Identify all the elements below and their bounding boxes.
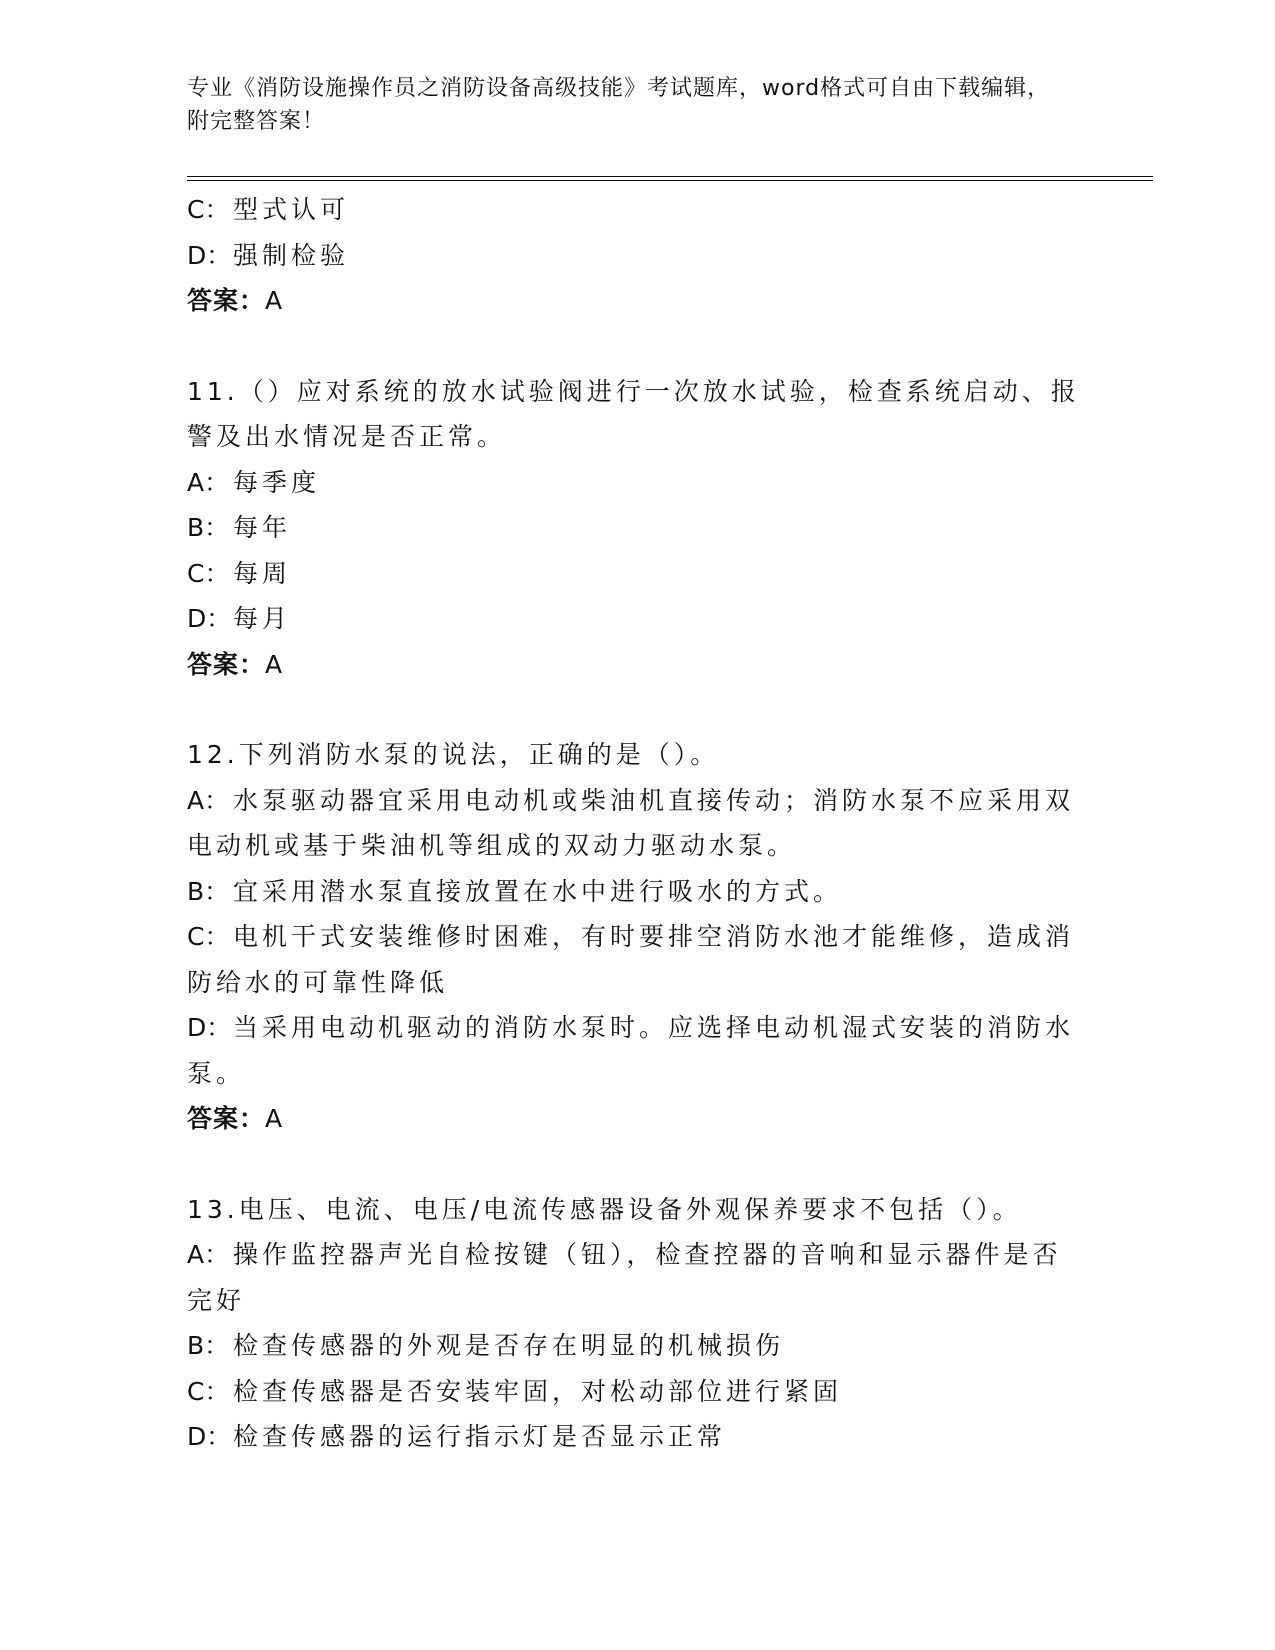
option-c [187, 914, 1087, 1005]
question-block [187, 732, 1087, 1142]
answer-value: A [265, 286, 283, 315]
option-d [187, 1414, 1087, 1460]
option-text: 型式认可 [233, 195, 350, 224]
option-label: B： [187, 876, 230, 906]
option-b [187, 1323, 1087, 1369]
option-label: D： [187, 1422, 232, 1451]
option-a [187, 460, 1087, 506]
option-label: A： [187, 785, 230, 815]
option-b [187, 869, 1087, 915]
option-a [187, 778, 1087, 869]
option-label: A： [187, 1240, 230, 1269]
question-block [187, 369, 1087, 688]
option-label: A： [187, 467, 230, 497]
option-d [187, 1005, 1087, 1096]
answer-value: A [265, 649, 283, 679]
option-text: 每季度 [233, 467, 321, 497]
question-text: 12.下列消防水泵的说法，正确的是（）。 [187, 740, 720, 769]
option-d [187, 596, 1087, 642]
option-text: 每月 [233, 604, 292, 633]
answer-line [187, 1096, 1087, 1142]
option-label: D： [187, 240, 232, 270]
option-text: 电机干式安装维修时困难，有时要排空消防水池才能维修，造成消防给水的可靠性降低 [187, 922, 1075, 997]
option-text: 检查传感器是否安装牢固，对松动部位进行紧固 [233, 1376, 843, 1406]
option-c [187, 187, 1087, 233]
option-label: B： [187, 1331, 230, 1360]
question-content [187, 187, 1087, 1460]
question-text: 11.（）应对系统的放水试验阀进行一次放水试验，检查系统启动、报警及出水情况是否正常。 [187, 376, 1080, 451]
option-text: 每周 [233, 558, 292, 588]
answer-value: A [265, 1104, 283, 1133]
option-label: D： [187, 604, 232, 633]
page-header: 专业《消防设施操作员之消防设备高级技能》考试题库，word格式可自由下载编辑，附完整答案！ [187, 76, 1051, 134]
spacer [187, 687, 1087, 732]
option-d [187, 233, 1087, 279]
answer-line [187, 278, 1087, 324]
answer-label: 答案： [187, 649, 266, 679]
option-label: B： [187, 513, 230, 542]
option-b [187, 505, 1087, 551]
question-block [187, 1187, 1087, 1460]
question-block [187, 187, 1087, 324]
option-text: 宜采用潜水泵直接放置在水中进行吸水的方式。 [233, 876, 843, 906]
option-a [187, 1232, 1087, 1323]
option-text: 水泵驱动器宜采用电动机或柴油机直接传动；消防水泵不应采用双电动机或基于柴油机等组成的双动力驱动水泵。 [187, 785, 1075, 860]
spacer [187, 1142, 1087, 1187]
option-label: C： [187, 195, 230, 224]
option-label: C： [187, 558, 230, 588]
option-text: 每年 [233, 513, 292, 542]
question-text: 13.电压、电流、电压/电流传感器设备外观保养要求不包括（）。 [187, 1194, 1022, 1224]
option-label: C： [187, 1376, 230, 1406]
option-c [187, 1369, 1087, 1415]
option-label: C： [187, 922, 230, 951]
option-text: 当采用电动机驱动的消防水泵时。应选择电动机湿式安装的消防水泵。 [187, 1013, 1075, 1088]
answer-label: 答案： [187, 286, 266, 315]
option-text: 检查传感器的外观是否存在明显的机械损伤 [233, 1331, 785, 1360]
answer-label: 答案： [187, 1104, 266, 1133]
option-text: 检查传感器的运行指示灯是否显示正常 [233, 1422, 727, 1451]
option-text: 操作监控器声光自检按键（钮），检查控器的音响和显示器件是否完好 [187, 1240, 1062, 1315]
option-label: D： [187, 1013, 232, 1042]
header-divider [187, 176, 1153, 181]
option-text: 强制检验 [233, 240, 350, 270]
option-c [187, 551, 1087, 597]
answer-line [187, 642, 1087, 688]
spacer [187, 324, 1087, 369]
